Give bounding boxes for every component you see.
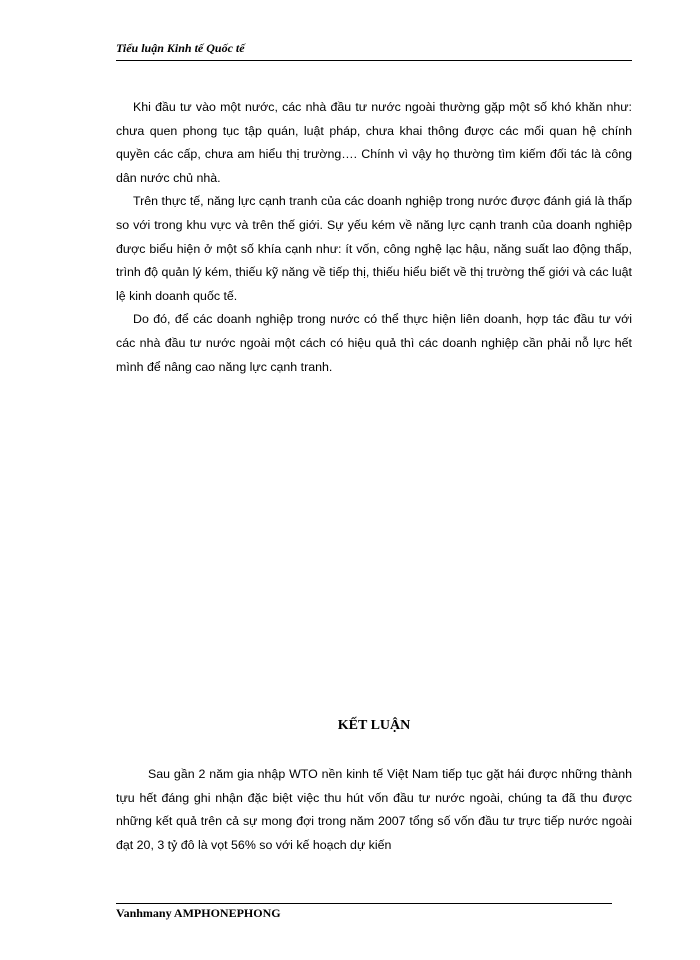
body-paragraph-1: Khi đầu tư vào một nước, các nhà đầu tư nước ngoài thường gặp một số khó khăn như: chưa quen phong tục tập quán, luật pháp, chưa khai thông được các mối quan hệ chính quyền các cấp, chưa am hiểu thị trường…. Chính vì vậy họ thường tìm kiếm đối tác là công dân nước chủ nhà. bbox=[116, 100, 632, 185]
body-paragraph-3: Do đó, để các doanh nghiệp trong nước có thể thực hiện liên doanh, hợp tác đầu tư với các nhà đầu tư nước ngoài một cách có hiệu quả thì các doanh nghiệp cần phải nỗ lực hết mình để nâng cao năng lực cạnh tranh. bbox=[116, 312, 632, 374]
footer-divider bbox=[116, 903, 612, 904]
page-header bbox=[116, 38, 632, 61]
footer-author: Vanhmany AMPHONEPHONG bbox=[116, 906, 281, 920]
header-title: Tiểu luận Kinh tế Quốc tế bbox=[116, 41, 245, 55]
conclusion-heading: KẾT LUẬN bbox=[337, 718, 411, 733]
conclusion-paragraph: Sau gần 2 năm gia nhập WTO nền kinh tế Việt Nam tiếp tục gặt hái được những thành tựu hết đáng ghi nhận đặc biệt việc thu hút vốn đầu tư nước ngoài, chúng ta đã thu được những kết quả trên cả sự mong đợi trong năm 2007 tổng số vốn đầu tư trực tiếp nước ngoài đạt 20, 3 tỷ đô là vọt 56% so với kế hoạch dự kiến bbox=[116, 767, 632, 852]
conclusion-text bbox=[116, 763, 632, 857]
body-paragraph-2: Trên thực tế, năng lực cạnh tranh của các doanh nghiệp trong nước được đánh giá là thấp so với trong khu vực và trên thế giới. Sự yếu kém về năng lực cạnh tranh của doanh nghiệp được biểu hiện ở một số khía cạnh như: ít vốn, công nghệ lạc hậu, năng suất lao động thấp, trình độ quản lý kém, thiếu kỹ năng về tiếp thị, thiếu hiểu biết về thị trường thế giới và các luật lệ kinh doanh quốc tế. bbox=[116, 194, 632, 303]
body-text bbox=[116, 96, 632, 379]
